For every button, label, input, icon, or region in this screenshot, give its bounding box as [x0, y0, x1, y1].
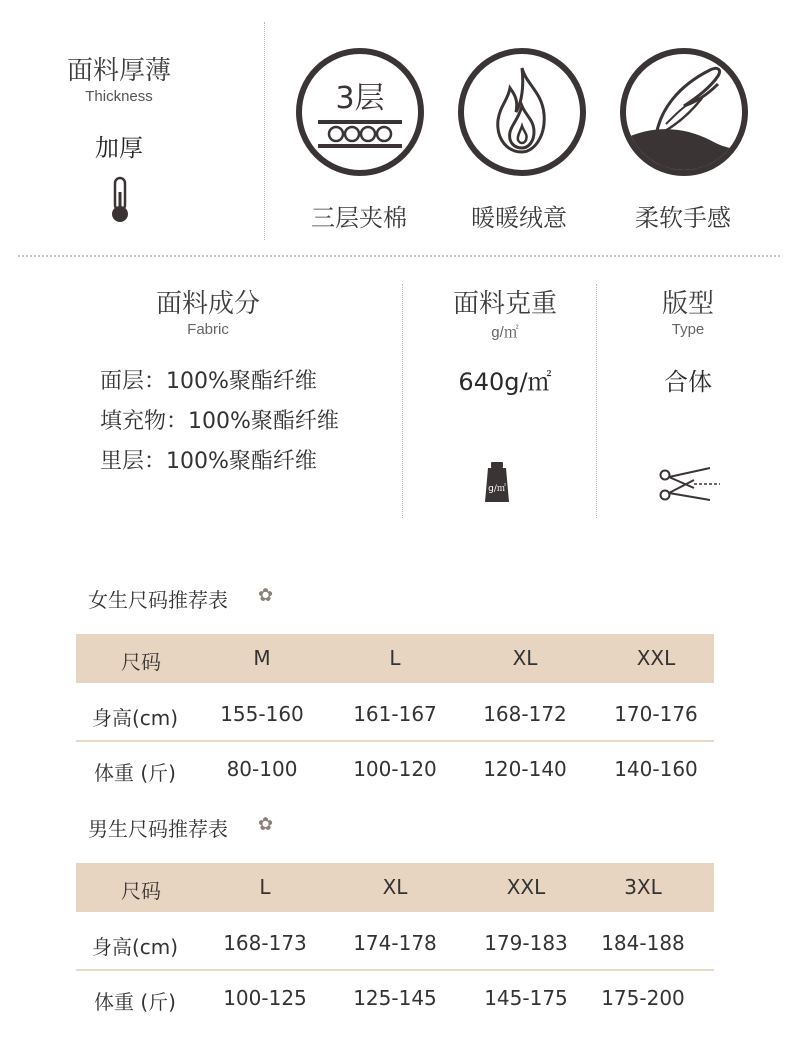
scissors-icon	[658, 466, 722, 502]
fabric-line-lining: 里层：100%聚酯纤维	[100, 449, 317, 474]
women-height-xl: 168-172	[483, 702, 567, 726]
women-height-label: 身高(cm)	[91, 706, 179, 730]
three-layer-cotton-icon	[296, 48, 424, 176]
divider-vertical-fabric	[402, 284, 403, 518]
weight-value: 640g/㎡	[458, 368, 552, 396]
feather-icon	[620, 48, 748, 176]
men-weight-3xl: 175-200	[601, 986, 685, 1010]
fit-value: 合体	[664, 368, 712, 396]
women-height-xxl: 170-176	[614, 702, 698, 726]
men-height-3xl: 184-188	[601, 931, 685, 955]
men-height-xxl: 179-183	[484, 931, 568, 955]
men-height-label: 身高(cm)	[91, 935, 179, 959]
women-height-l: 161-167	[353, 702, 437, 726]
women-weight-l: 100-120	[353, 757, 437, 781]
women-weight-m: 80-100	[226, 757, 298, 781]
flame-icon	[458, 48, 586, 176]
fabric-subtitle: Fabric	[187, 321, 229, 338]
men-row-divider	[76, 969, 714, 971]
divider-horizontal	[18, 255, 780, 257]
divider-vertical-top	[264, 22, 265, 240]
women-header-col3: XL	[512, 646, 538, 670]
women-height-m: 155-160	[220, 702, 304, 726]
fabric-line-outer: 面层：100%聚酯纤维	[100, 369, 317, 394]
weight-icon	[482, 462, 512, 504]
men-height-l: 168-173	[223, 931, 307, 955]
divider-vertical-weight	[596, 284, 597, 518]
men-header-size: 尺码	[121, 879, 161, 903]
men-height-xl: 174-178	[353, 931, 437, 955]
women-weight-xxl: 140-160	[614, 757, 698, 781]
fabric-line-filling: 填充物：100%聚酯纤维	[100, 409, 339, 434]
thickness-title: 面料厚薄	[66, 56, 171, 86]
women-header-col2: L	[389, 646, 401, 670]
women-row-divider	[76, 740, 714, 742]
women-header-col1: M	[253, 646, 271, 670]
men-header-col1: L	[259, 875, 271, 899]
fit-subtitle: Type	[671, 321, 705, 338]
men-table-title: 男生尺码推荐表	[88, 817, 228, 841]
women-header-size: 尺码	[121, 650, 161, 674]
weight-icon-text: g/㎡	[488, 484, 506, 494]
feature-label-warm: 暖暖绒意	[471, 204, 567, 232]
weight-title: 面料克重	[452, 289, 557, 319]
women-table-title: 女生尺码推荐表	[88, 588, 228, 612]
men-header-col3: XXL	[506, 875, 546, 899]
men-weight-l: 100-125	[223, 986, 307, 1010]
women-weight-label: 体重 (斤)	[94, 761, 176, 785]
thickness-subtitle: Thickness	[85, 88, 153, 105]
thickness-value: 加厚	[95, 134, 143, 162]
weight-subtitle: g/㎡	[491, 324, 519, 341]
flower-icon: ✿	[258, 814, 274, 835]
women-header-col4: XXL	[636, 646, 676, 670]
flower-icon: ✿	[258, 585, 274, 606]
feature-badge-text: 3层	[335, 81, 385, 116]
men-weight-label: 体重 (斤)	[94, 990, 176, 1014]
women-weight-xl: 120-140	[483, 757, 567, 781]
fit-title: 版型	[661, 289, 714, 319]
men-header-col2: XL	[382, 875, 408, 899]
men-weight-xxl: 145-175	[484, 986, 568, 1010]
men-weight-xl: 125-145	[353, 986, 437, 1010]
feature-label-layers: 三层夹棉	[311, 204, 407, 232]
feature-label-soft: 柔软手感	[635, 204, 731, 232]
men-header-col4: 3XL	[624, 875, 662, 899]
fabric-title: 面料成分	[155, 289, 260, 319]
thermometer-icon	[106, 176, 134, 224]
